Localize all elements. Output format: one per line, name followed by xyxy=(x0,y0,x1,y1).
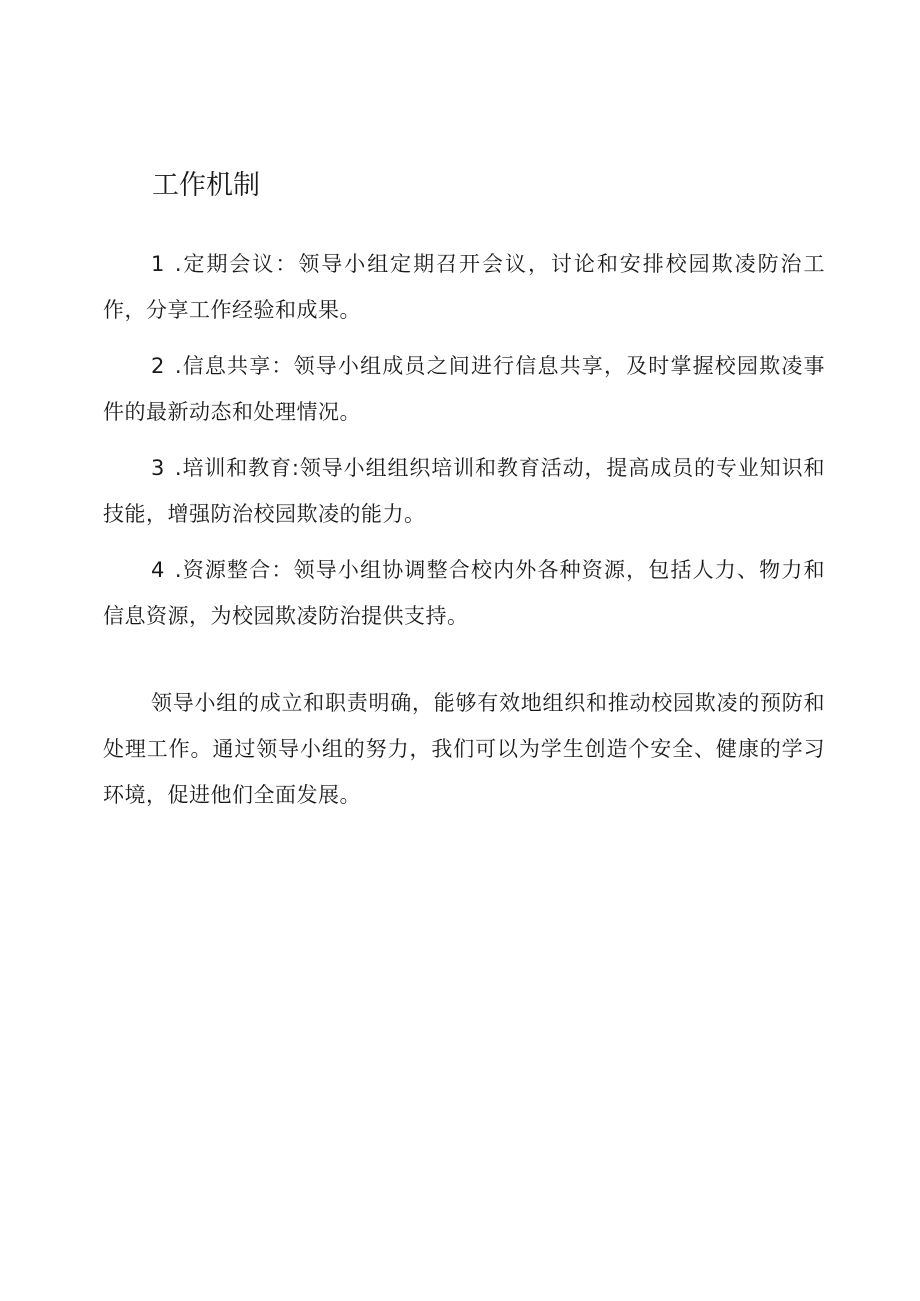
item-label: .资源整合： xyxy=(174,558,294,582)
item-number: 2 xyxy=(151,354,165,378)
item-number: 3 xyxy=(151,456,165,480)
item-label: .定期会议： xyxy=(174,252,299,276)
list-item xyxy=(103,547,825,639)
item-label: .信息共享： xyxy=(174,354,294,378)
list-item xyxy=(103,343,825,435)
item-number: 4 xyxy=(151,558,165,582)
section-heading: 工作机制 xyxy=(152,170,260,201)
conclusion-paragraph: 领导小组的成立和职责明确，能够有效地组织和推动校园欺凌的预防和处理工作。通过领导小组的努力，我们可以为学生创造个安全、健康的学习环境，促进他们全面发展。 xyxy=(103,691,825,807)
mechanism-list xyxy=(103,241,825,649)
list-item xyxy=(103,445,825,537)
item-label: .培训和教育: xyxy=(174,456,300,480)
item-text: 领导小组组织培训和教育活动，提高成员的专业知识和技能，增强防治校园欺凌的能力。 xyxy=(103,456,825,526)
item-text: 领导小组成员之间进行信息共享，及时掌握校园欺凌事件的最新动态和处理情况。 xyxy=(103,354,825,424)
item-text: 领导小组协调整合校内外各种资源，包括人力、物力和信息资源，为校园欺凌防治提供支持。 xyxy=(103,558,825,628)
list-item xyxy=(103,241,825,333)
item-text: 领导小组定期召开会议，讨论和安排校园欺凌防治工作，分享工作经验和成果。 xyxy=(103,252,825,322)
item-number: 1 xyxy=(151,252,165,276)
